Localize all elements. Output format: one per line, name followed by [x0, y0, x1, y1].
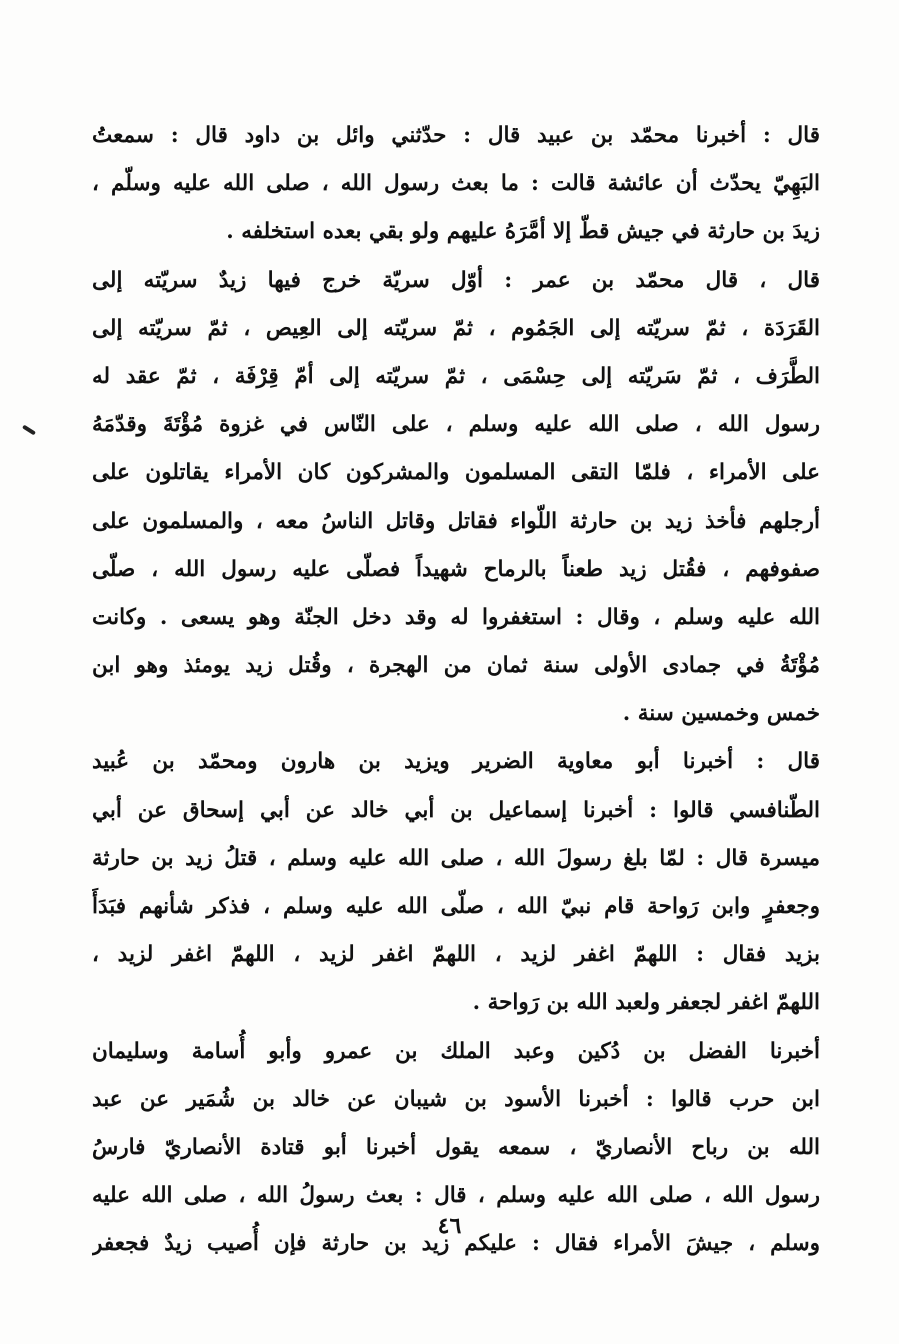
text-line: قال : أخبرنا محمّد بن عبيد قال : حدّثني وائل بن داود قال : سمعتُ [92, 123, 820, 148]
text-line: القَرَدَة ، ثمّ سريّته إلى الجَمُوم ، ثمّ سريّته إلى العِيص ، ثمّ سريّته إلى [92, 315, 820, 341]
text-line: أرجلهم فأخذ زيد بن حارثة اللّواء فقاتل وقاتل الناسُ معه ، والمسلمون على [92, 508, 820, 534]
text-line: اللهمّ اغفر لجعفر ولعبد الله بن رَواحة . [472, 990, 820, 1016]
text-line: قال ، قال محمّد بن عمر : أوّل سريّة خرج فيها زيدٌ سريّته إلى [92, 267, 820, 293]
text-line: وسلم ، جيشَ الأمراء فقال : عليكم زيد بن حارثة فإن أُصيب زيدٌ فجعفر [92, 1231, 820, 1257]
text-line: على الأمراء ، فلمّا التقى المسلمون والمشركون كان الأمراء يقاتلون على [92, 460, 820, 486]
text-line: ابن حرب قالوا : أخبرنا الأسود بن شيبان عن خالد بن شُمَير عن عبد [92, 1086, 820, 1112]
text-line: رسول الله ، صلى الله عليه وسلم ، على النّاس في غزوة مُؤْتَةَ وقدّمَهُ [92, 412, 820, 438]
text-line: البَهِيّ يحدّث أن عائشة قالت : ما بعث رسول الله ، صلى الله عليه وسلّم ، [92, 171, 820, 197]
text-line: الطّنافسي قالوا : أخبرنا إسماعيل بن أبي خالد عن أبي إسحاق عن أبي [92, 797, 820, 823]
text-line: قال : أخبرنا أبو معاوية الضرير ويزيد بن هارون ومحمّد بن عُبيد [92, 749, 820, 775]
text-line: زيدَ بن حارثة في جيش قطّ إلا أمَّرَهُ عليهم ولو بقي بعده استخلفه . [226, 219, 820, 245]
text-line: خمس وخمسين سنة . [622, 701, 820, 727]
text-line: ميسرة قال : لمّا بلغ رسولَ الله ، صلى الله عليه وسلم ، قتلُ زيد بن حارثة [92, 845, 820, 871]
text-line: صفوفهم ، فقُتل زيد طعناً بالرماح شهيداً فصلّى عليه رسول الله ، صلّى [92, 556, 820, 582]
page-number: ٤٦ [437, 1213, 462, 1239]
text-line: وجعفرٍ وابن رَواحة قام نبيّ الله ، صلّى الله عليه وسلم ، فذكر شأنهم فبَدَأَ [92, 894, 820, 919]
text-line: بزيد فقال : اللهمّ اغفر لزيد ، اللهمّ اغفر لزيد ، اللهمّ اغفر لزيد ، [92, 942, 820, 968]
text-body [92, 112, 820, 1269]
text-line: الله عليه وسلم ، وقال : استغفروا له وقد دخل الجنّة وهو يسعى . وكانت [92, 604, 820, 630]
text-line: أخبرنا الفضل بن دُكين وعبد الملك بن عمرو وأبو أُسامة وسليمان [92, 1038, 820, 1064]
margin-mark [22, 425, 36, 436]
text-line: الطَّرَف ، ثمّ سَريّته إلى حِسْمَى ، ثمّ سريّته إلى أمّ قِرْفَة ، ثمّ عقد له [92, 363, 820, 389]
text-line: الله بن رباح الأنصاريّ ، سمعه يقول أخبرنا أبو قتادة الأنصاريّ فارسُ [92, 1134, 820, 1160]
text-line: رسول الله ، صلى الله عليه وسلم ، قال : بعث رسولُ الله ، صلى الله عليه [92, 1183, 820, 1209]
text-line: مُؤْتَةُ في جمادى الأولى سنة ثمان من الهجرة ، وقُتل زيد يومئذ وهو ابن [92, 653, 820, 679]
